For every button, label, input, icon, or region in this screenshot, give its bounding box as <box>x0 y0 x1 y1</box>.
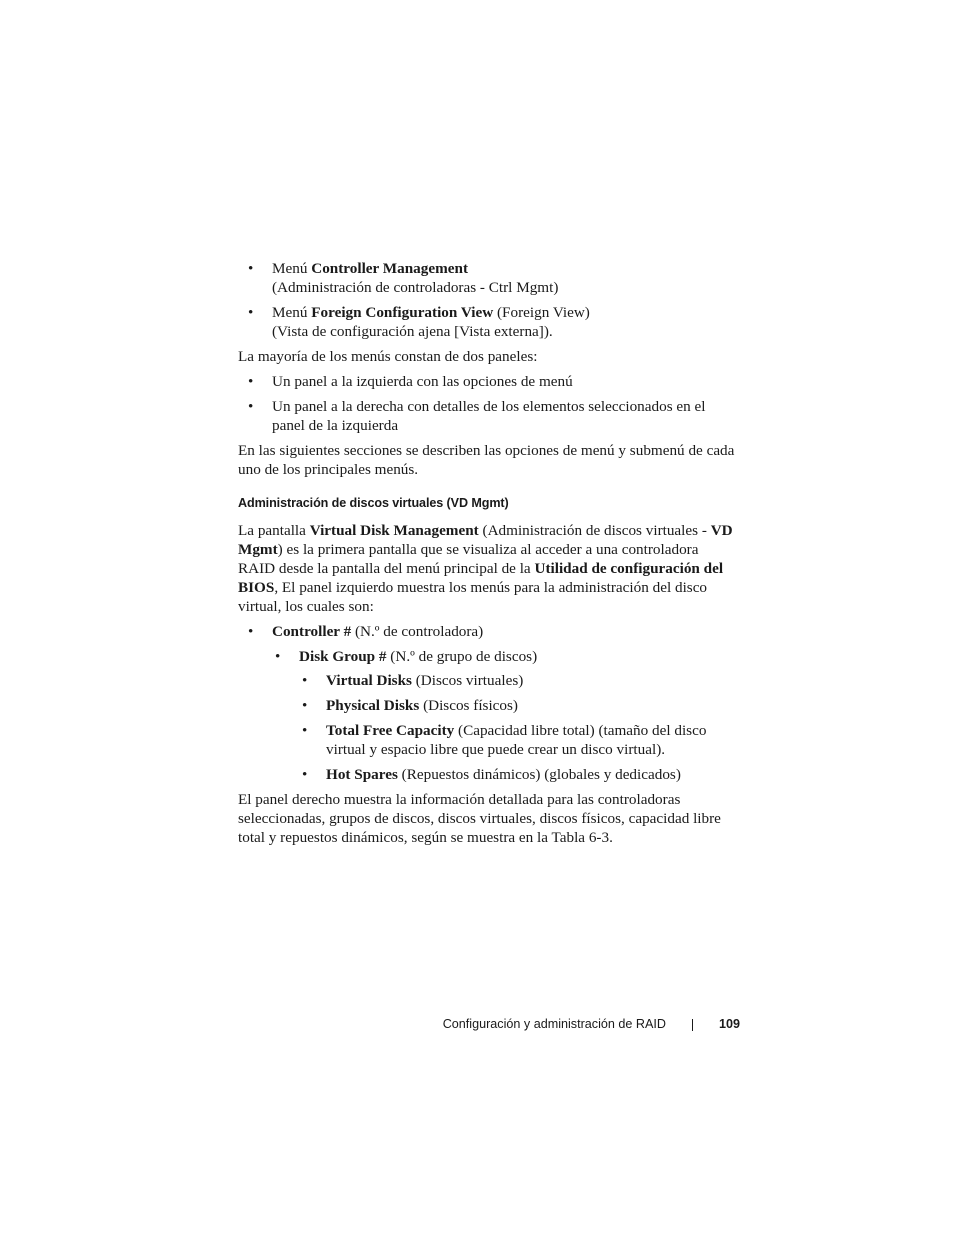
list-item <box>238 259 738 297</box>
bullet-translation: (Administración de controladoras - Ctrl Mgmt) <box>272 279 559 296</box>
tree-item-disk-group: • Disk Group # (N.º de grupo de discos) <box>265 647 738 666</box>
page-number: 109 <box>719 1017 741 1031</box>
bullet-rest: (Foreign View) <box>493 304 590 321</box>
tree-item-controller: • Controller # (N.º de controladora) <box>238 622 738 641</box>
bullet-prefix: Menú <box>272 260 312 277</box>
vd-management-paragraph: La pantalla Virtual Disk Management (Administración de discos virtuales - VD Mgmt) es la primera pantalla que se visualiza al acceder a una controladora RAID desde la pantalla del menú principal de la Utilidad de configuración del BIOS, El panel izquierdo muestra los menús para la administración del disco virtual, los cuales son: <box>238 522 733 615</box>
page-footer <box>0 1014 954 1034</box>
menu-name-foreign-configuration-view: Foreign Configuration View <box>311 304 494 321</box>
panels-intro-paragraph: La mayoría de los menús constan de dos paneles: <box>238 348 538 365</box>
list-item: • Un panel a la izquierda con las opciones de menú <box>238 372 738 391</box>
footer-chapter-title: Configuración y administración de RAID <box>442 1017 666 1031</box>
tree-item-total-free-capacity: • Total Free Capacity (Capacidad libre total) (tamaño del disco virtual y espacio libre que puede crear un disco virtual). <box>292 721 738 759</box>
section-heading: Administración de discos virtuales (VD Mgmt) <box>238 496 509 510</box>
tree-item-hot-spares: • Hot Spares (Repuestos dinámicos) (globales y dedicados) <box>292 765 738 784</box>
list-item <box>238 303 738 341</box>
sections-intro-paragraph: En las siguientes secciones se describen las opciones de menú y submenú de cada uno de los principales menús. <box>238 442 735 478</box>
list-item: • Un panel a la derecha con detalles de los elementos seleccionados en el panel de la izquierda <box>238 397 738 435</box>
tree-item-physical-disks: • Physical Disks (Discos físicos) <box>292 696 738 715</box>
right-panel-paragraph: El panel derecho muestra la información detallada para las controladoras seleccionadas, grupos de discos, discos virtuales, discos físicos, capacidad libre total y repuestos dinámicos, según se muestra en la Tabla 6-3. <box>238 791 721 846</box>
tree-item-virtual-disks: • Virtual Disks (Discos virtuales) <box>292 671 738 690</box>
bullet-prefix: Menú <box>272 304 312 321</box>
menu-name-controller-management: Controller Management <box>311 260 469 277</box>
footer-divider <box>692 1019 693 1031</box>
page-body <box>238 259 738 847</box>
bullet-translation: (Vista de configuración ajena [Vista externa]). <box>272 323 553 340</box>
